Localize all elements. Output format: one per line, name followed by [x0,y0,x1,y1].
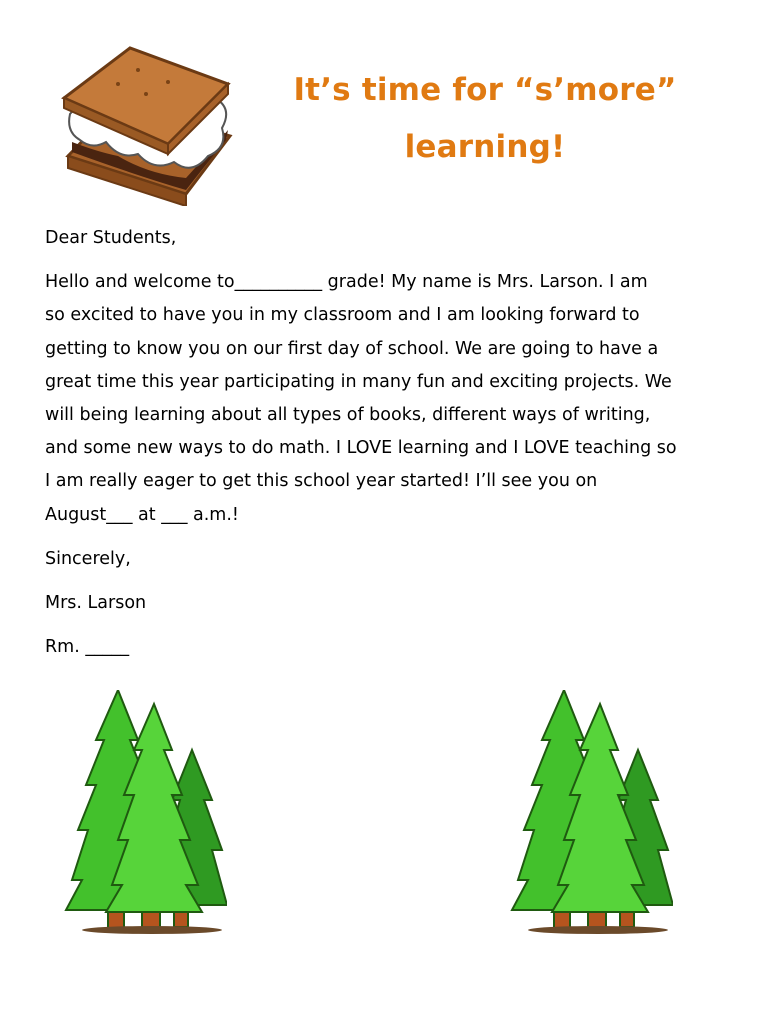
body-line: Hello and welcome to__________ grade! My name is Mrs. Larson. I am [45,272,648,293]
page-title [275,62,695,176]
body-paragraph [45,266,735,532]
greeting: Dear Students, [45,228,177,248]
signature: Mrs. Larson [45,593,147,614]
body-line: will being learning about all types of books, different ways of writing, [45,405,651,426]
body-line: getting to know you on our first day of school. We are going to have a [45,338,659,359]
body-line: and some new ways to do math. I LOVE learning and I LOVE teaching so [45,438,677,459]
body-line: I am really eager to get this school year started! I’ll see you on [45,471,598,492]
closing: Sincerely, [45,548,131,569]
letter-body [45,222,735,664]
title-line-1: It’s time for “s’more” [293,72,677,108]
pine-trees-clipart [62,690,227,935]
pine-trees-clipart [508,690,673,935]
title-line-2: learning! [404,129,566,165]
body-line: great time this year participating in many fun and exciting projects. We [45,371,672,392]
smore-clipart [58,44,236,206]
room-number: Rm. _____ [45,637,130,658]
body-line: August___ at ___ a.m.! [45,504,239,525]
body-line: so excited to have you in my classroom and I am looking forward to [45,305,640,326]
